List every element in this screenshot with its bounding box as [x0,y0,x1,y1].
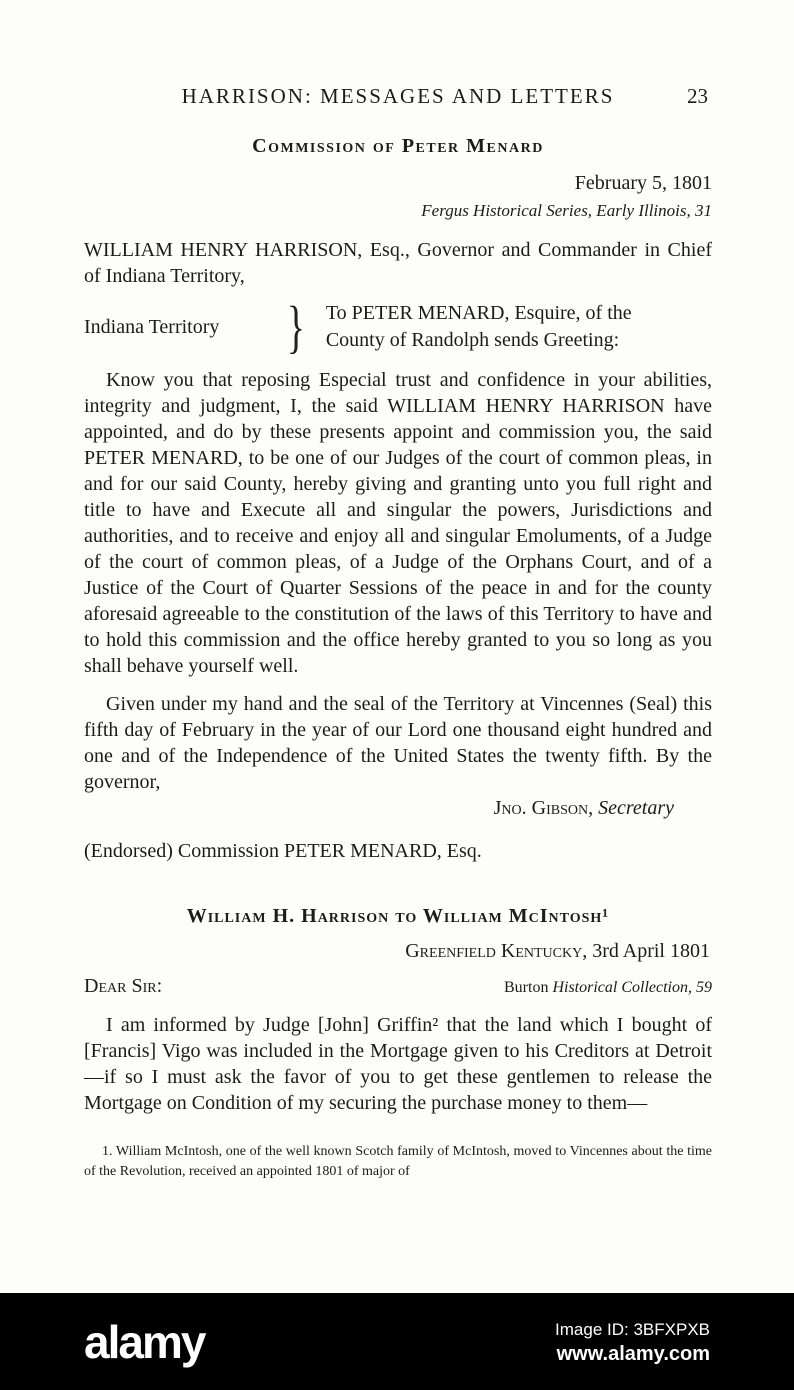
commission-signature [84,797,712,820]
commission-date: February 5, 1801 [574,172,712,194]
letter-source-citation [504,979,712,997]
commission-heading: Commission of Peter Menard [252,135,544,157]
letter-body-paragraph: I am informed by Judge [John] Griffin² that the land which I bought of [Francis] Vigo was included in the Mortgage given to his Creditors at Detroit—if so I must ask the favor of you to get these gentlemen to release the Mortgage on Condition of my securing the purchase money to them— [84,1014,712,1114]
brace-glyph: } [286,294,305,359]
image-id-label: Image ID: 3BFXPXB [555,1319,710,1339]
commission-source-citation: Fergus Historical Series, Early Illinois, 31 [421,201,712,220]
endorsement-line: (Endorsed) Commission PETER MENARD, Esq. [84,840,482,862]
commission-addressor: WILLIAM HENRY HARRISON, Esq., Governor and Commander in Chief of Indiana Territory, [84,239,712,287]
letter-place: Greenfield Kentucky, [405,940,588,962]
source-italic: Historical Collection, 59 [552,979,712,996]
letter-heading: William H. Harrison to William McIntosh¹ [186,905,610,927]
alamy-logo: alamy [84,1315,205,1368]
page-number: 23 [687,84,708,108]
greeting-line-1: To PETER MENARD, Esquire, of the [325,302,632,324]
page-header [84,84,712,109]
alamy-meta [555,1317,710,1367]
letter-place-date [84,940,712,963]
commission-body-paragraph-2: Given under my hand and the seal of the Territory at Vincennes (Seal) this fifth day of February in the year of our Lord one thousand eight hundred and one and of the Independence of the United States the twenty fifth. By the governor, [84,693,712,793]
letter-date: 3rd April 1801 [592,940,710,962]
signature-title: Secretary [598,797,674,819]
source-prefix: Burton [504,979,549,996]
running-title: HARRISON: MESSAGES AND LETTERS [181,84,615,108]
alamy-watermark-bar [0,1293,794,1390]
territory-label: Indiana Territory [84,315,220,338]
greeting-block [326,300,632,354]
alamy-url: www.alamy.com [556,1342,710,1365]
footnote: 1. William McIntosh, one of the well known Scotch family of McIntosh, moved to Vincennes about the time of the Revolution, received an appointed 1801 of major of [84,1144,712,1179]
signature-name: Jno. Gibson, [493,797,594,819]
letter-salutation: Dear Sir: [84,975,163,997]
commission-body-paragraph-1: Know you that reposing Especial trust and confidence in your abilities, integrity and judgment, I, the said WILLIAM HENRY HARRISON have appointed, and do by these presents appoint and commission you, the said PETER MENARD, to be one of our Judges of the court of common pleas, in and for our said County, hereby giving and granting unto you full right and title to have and Execute all and singular the powers, Jurisdictions and authorities, and to receive and enjoy all and singular Emoluments, of a Judge of the court of common pleas, of a Judge of the Orphans Court, and of a Justice of the Court of Quarter Sessions of the peace in and for the county aforesaid agreeable to the constitution of the laws of this Territory to have and to hold this commission and the office hereby granted to you so long as you shall behave yourself well. [84,369,712,677]
salutation-row [84,975,712,998]
commission-address-block [84,294,712,359]
greeting-line-2: County of Randolph sends Greeting: [325,329,620,351]
